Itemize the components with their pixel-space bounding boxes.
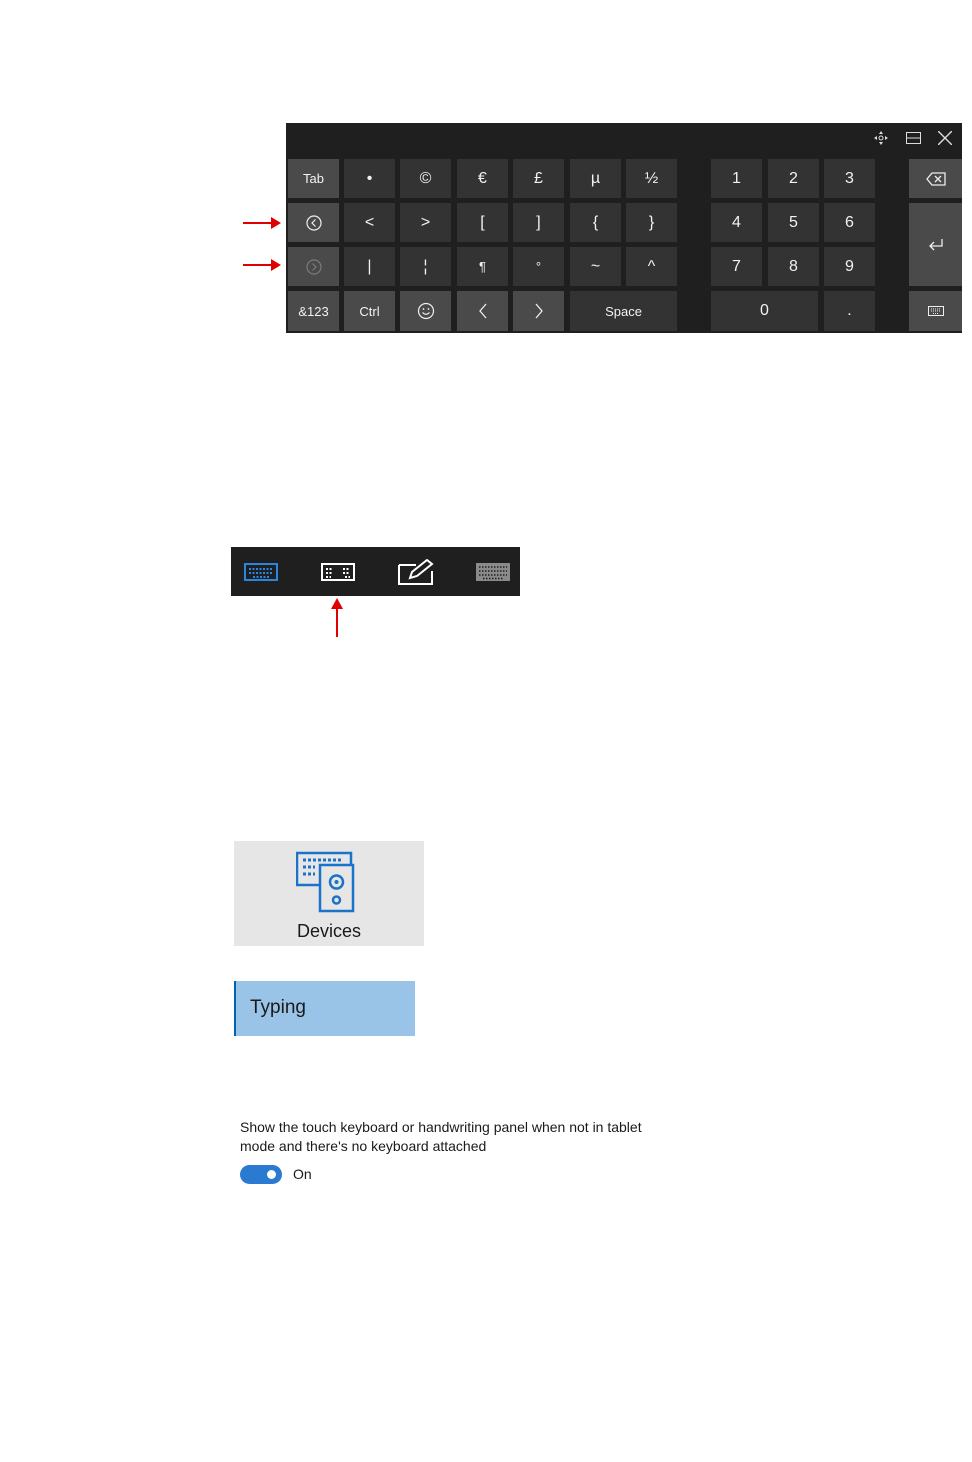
typing-label: Typing bbox=[250, 997, 306, 1018]
pilcrow-key[interactable]: ¶ bbox=[457, 247, 508, 286]
annotation-arrow-split bbox=[330, 597, 344, 637]
pound-key[interactable]: £ bbox=[513, 159, 564, 198]
devices-icon bbox=[296, 851, 356, 913]
handwriting-option[interactable] bbox=[386, 547, 446, 596]
enter-icon bbox=[928, 238, 944, 252]
num-4-key[interactable]: 4 bbox=[711, 203, 762, 242]
keyboard-switch-key[interactable] bbox=[909, 291, 962, 331]
decimal-key[interactable]: . bbox=[824, 291, 875, 331]
backspace-icon bbox=[926, 172, 946, 186]
annotation-arrow-previous bbox=[243, 216, 283, 230]
num-5-key[interactable]: 5 bbox=[768, 203, 819, 242]
chevron-left-circle-icon bbox=[306, 215, 322, 231]
keyboard-titlebar bbox=[286, 123, 962, 153]
chevron-right-icon bbox=[534, 303, 544, 319]
arrow-left-key[interactable] bbox=[457, 291, 508, 331]
open-brace-key[interactable]: { bbox=[570, 203, 621, 242]
annotation-arrow-next bbox=[243, 258, 283, 272]
tab-key[interactable]: Tab bbox=[288, 159, 339, 198]
num-6-key[interactable]: 6 bbox=[824, 203, 875, 242]
dock-icon[interactable] bbox=[898, 123, 928, 153]
broken-bar-key[interactable]: ¦ bbox=[400, 247, 451, 286]
keyboard-mode-bar bbox=[231, 547, 520, 596]
euro-key[interactable]: € bbox=[457, 159, 508, 198]
full-keyboard-icon bbox=[475, 562, 511, 582]
backspace-key[interactable] bbox=[909, 159, 962, 198]
symbols-key[interactable]: &123 bbox=[288, 291, 339, 331]
devices-label: Devices bbox=[296, 921, 362, 941]
micro-key[interactable]: µ bbox=[570, 159, 621, 198]
wide-keyboard-icon bbox=[244, 562, 278, 582]
touch-keyboard-setting-description: Show the touch keyboard or handwriting panel when not in tablet mode and there's no keyboard attached bbox=[240, 1119, 642, 1154]
close-bracket-key[interactable]: ] bbox=[513, 203, 564, 242]
num-3-key[interactable]: 3 bbox=[824, 159, 875, 198]
space-key[interactable]: Space bbox=[570, 291, 677, 331]
full-keyboard-option[interactable] bbox=[463, 547, 523, 596]
half-key[interactable]: ½ bbox=[626, 159, 677, 198]
move-icon[interactable] bbox=[866, 123, 896, 153]
split-keyboard-icon bbox=[321, 562, 355, 582]
enter-key[interactable] bbox=[909, 203, 962, 286]
chevron-right-circle-icon bbox=[306, 259, 322, 275]
handwriting-icon bbox=[398, 559, 434, 585]
touch-keyboard-toggle[interactable] bbox=[240, 1165, 282, 1184]
emoji-key[interactable] bbox=[400, 291, 451, 331]
degree-key[interactable]: ° bbox=[513, 247, 564, 286]
devices-tile[interactable] bbox=[234, 841, 424, 946]
bullet-key[interactable]: • bbox=[344, 159, 395, 198]
chevron-left-icon bbox=[478, 303, 488, 319]
num-7-key[interactable]: 7 bbox=[711, 247, 762, 286]
split-keyboard-option[interactable] bbox=[308, 547, 368, 596]
toggle-knob bbox=[267, 1170, 276, 1179]
next-page-key[interactable] bbox=[288, 247, 339, 286]
num-0-key[interactable]: 0 bbox=[711, 291, 818, 331]
arrow-right-key[interactable] bbox=[513, 291, 564, 331]
num-1-key[interactable]: 1 bbox=[711, 159, 762, 198]
pipe-key[interactable]: | bbox=[344, 247, 395, 286]
close-brace-key[interactable]: } bbox=[626, 203, 677, 242]
ctrl-key[interactable]: Ctrl bbox=[344, 291, 395, 331]
touch-keyboard bbox=[286, 123, 962, 333]
num-2-key[interactable]: 2 bbox=[768, 159, 819, 198]
wide-keyboard-option[interactable] bbox=[231, 547, 291, 596]
less-than-key[interactable]: < bbox=[344, 203, 395, 242]
tilde-key[interactable]: ~ bbox=[570, 247, 621, 286]
typing-nav-item[interactable] bbox=[234, 981, 415, 1036]
previous-page-key[interactable] bbox=[288, 203, 339, 242]
num-9-key[interactable]: 9 bbox=[824, 247, 875, 286]
caret-key[interactable]: ^ bbox=[626, 247, 677, 286]
open-bracket-key[interactable]: [ bbox=[457, 203, 508, 242]
num-8-key[interactable]: 8 bbox=[768, 247, 819, 286]
copyright-key[interactable]: © bbox=[400, 159, 451, 198]
smiley-icon bbox=[417, 302, 435, 320]
close-icon[interactable] bbox=[930, 123, 960, 153]
greater-than-key[interactable]: > bbox=[400, 203, 451, 242]
keyboard-icon bbox=[928, 306, 944, 316]
toggle-state-label: On bbox=[293, 1166, 312, 1182]
